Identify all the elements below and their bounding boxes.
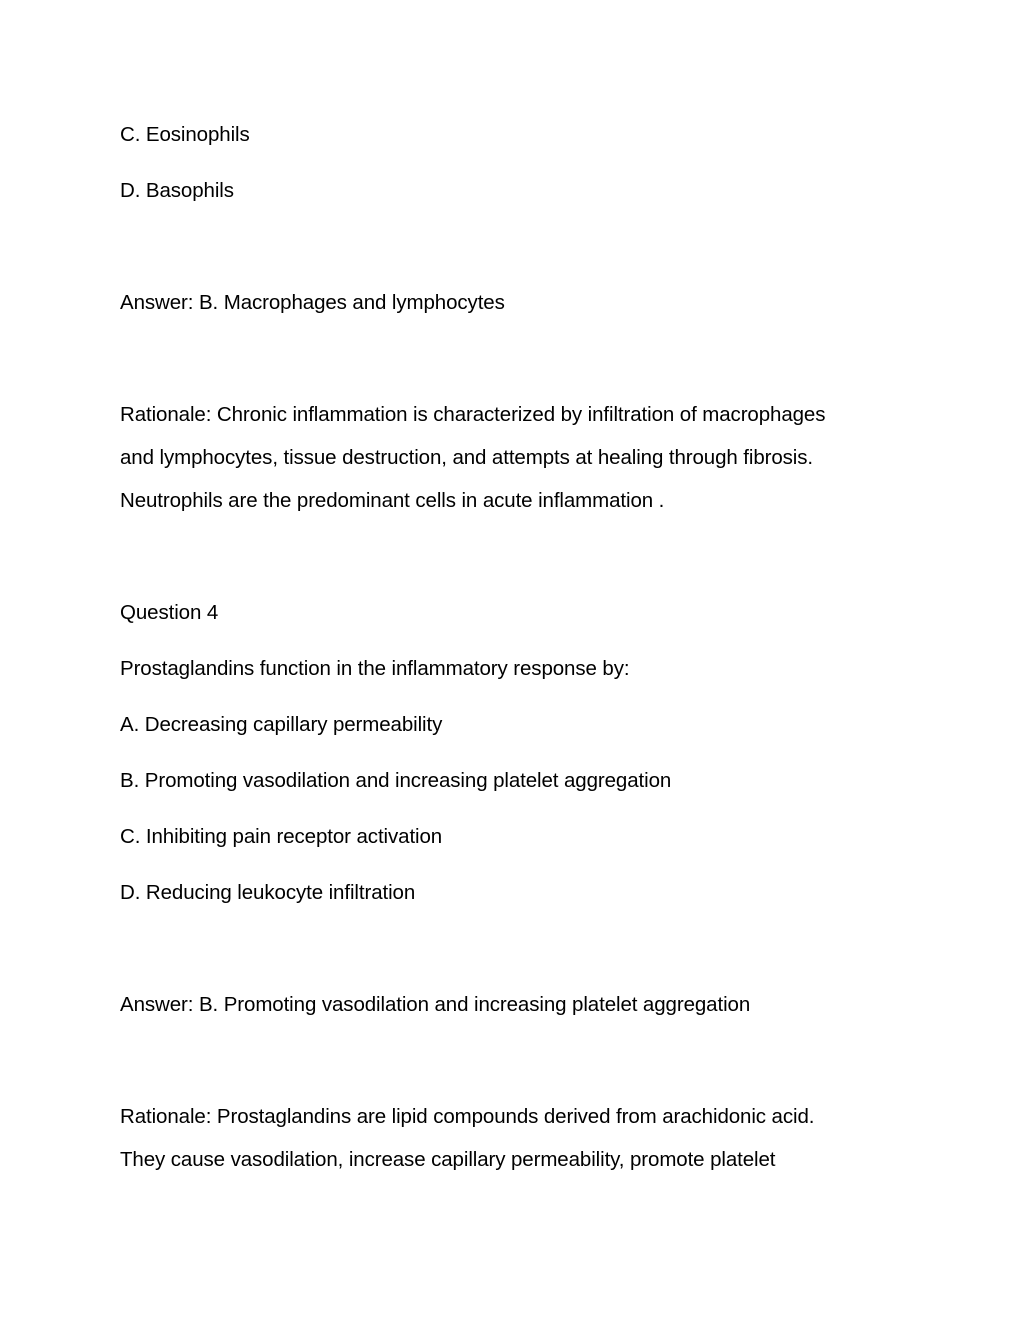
- q4-rationale-line-1: Rationale: Prostaglandins are lipid compounds derived from arachidonic acid.: [120, 1105, 815, 1128]
- q4-rationale-line-2: They cause vasodilation, increase capillary permeability, promote platelet: [120, 1148, 776, 1171]
- q4-answer: Answer: B. Promoting vasodilation and increasing platelet aggregation: [120, 993, 751, 1016]
- q4-option-b: B. Promoting vasodilation and increasing platelet aggregation: [120, 769, 672, 792]
- q4-option-a: A. Decreasing capillary permeability: [120, 713, 443, 736]
- q4-stem: Prostaglandins function in the inflammatory response by:: [120, 657, 630, 680]
- q3-option-c: C. Eosinophils: [120, 123, 250, 146]
- q3-answer: Answer: B. Macrophages and lymphocytes: [120, 291, 505, 314]
- q3-rationale-line-1: Rationale: Chronic inflammation is characterized by infiltration of macrophages: [120, 403, 826, 426]
- q4-option-c: C. Inhibiting pain receptor activation: [120, 825, 443, 848]
- q3-rationale-line-2: and lymphocytes, tissue destruction, and attempts at healing through fibrosis.: [120, 446, 814, 469]
- q4-option-d: D. Reducing leukocyte infiltration: [120, 881, 416, 904]
- q4-heading: Question 4: [120, 601, 219, 624]
- q3-option-d: D. Basophils: [120, 179, 234, 202]
- q3-rationale-line-3: Neutrophils are the predominant cells in acute inflammation .: [120, 489, 665, 512]
